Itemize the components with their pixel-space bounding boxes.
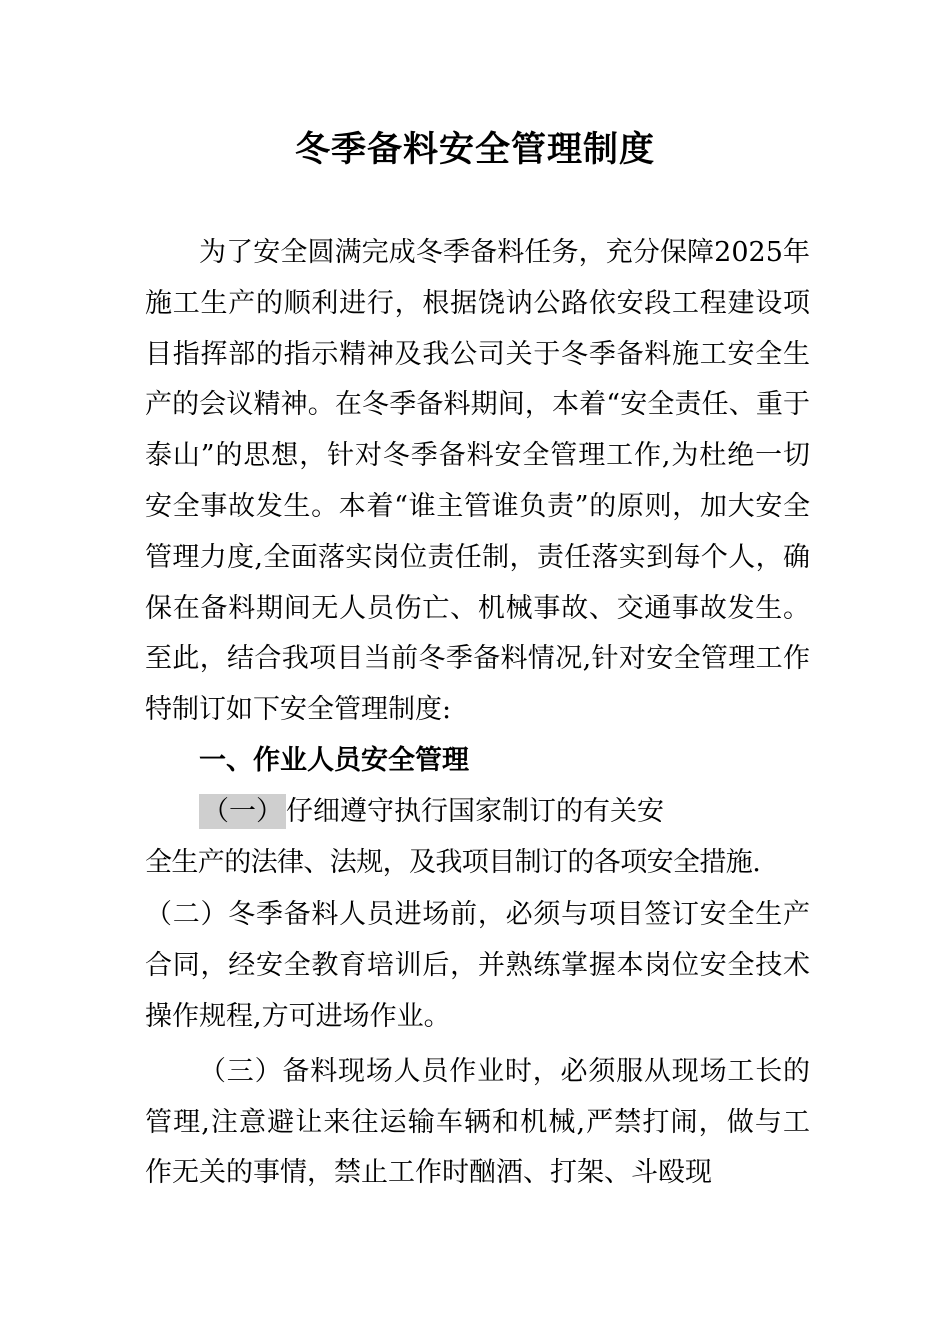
intro-paragraph: 为了安全圆满完成冬季备料任务，充分保障2025年施工生产的顺利进行，根据饶讷公路依安段工程建设项目指挥部的指示精神及我公司关于冬季备料施工安全生产的会议精神。在冬季备料期间，本着“安全责任、重于泰山”的思想，针对冬季备料安全管理工作,为杜绝一切安全事故发生。本着“谁主管谁负责”的原则，加大安全管理力度,全面落实岗位责任制，责任落实到每个人，确保在备料期间无人员伤亡、机械事故、交通事故发生。至此，结合我项目当前冬季备料情况,针对安全管理工作特制订如下安全管理制度:	[145, 237, 810, 726]
item-2-paragraph: （二）冬季备料人员进场前，必须与项目签订安全生产合同，经安全教育培训后，并熟练掌握本岗位安全技术操作规程,方可进场作业。	[145, 899, 810, 1032]
document-title: 冬季备料安全管理制度	[294, 130, 655, 170]
highlighted-item-number: （一）	[199, 794, 286, 829]
item-3-paragraph: （三）备料现场人员作业时，必须服从现场工长的管理,注意避让来往运输车辆和机械,严禁打闹，做与工作无关的事情，禁止工作时酗酒、打架、斗殴现	[145, 1055, 810, 1189]
item-1-line-1	[145, 787, 810, 838]
document-body	[145, 228, 810, 1199]
item-1-text: 仔细遵守执行国家制订的有关安	[286, 795, 664, 827]
item-1-line-2: 全生产的法律、法规，及我项目制订的各项安全措施.	[145, 846, 761, 878]
section-heading: 一、作业人员安全管理	[199, 744, 469, 776]
